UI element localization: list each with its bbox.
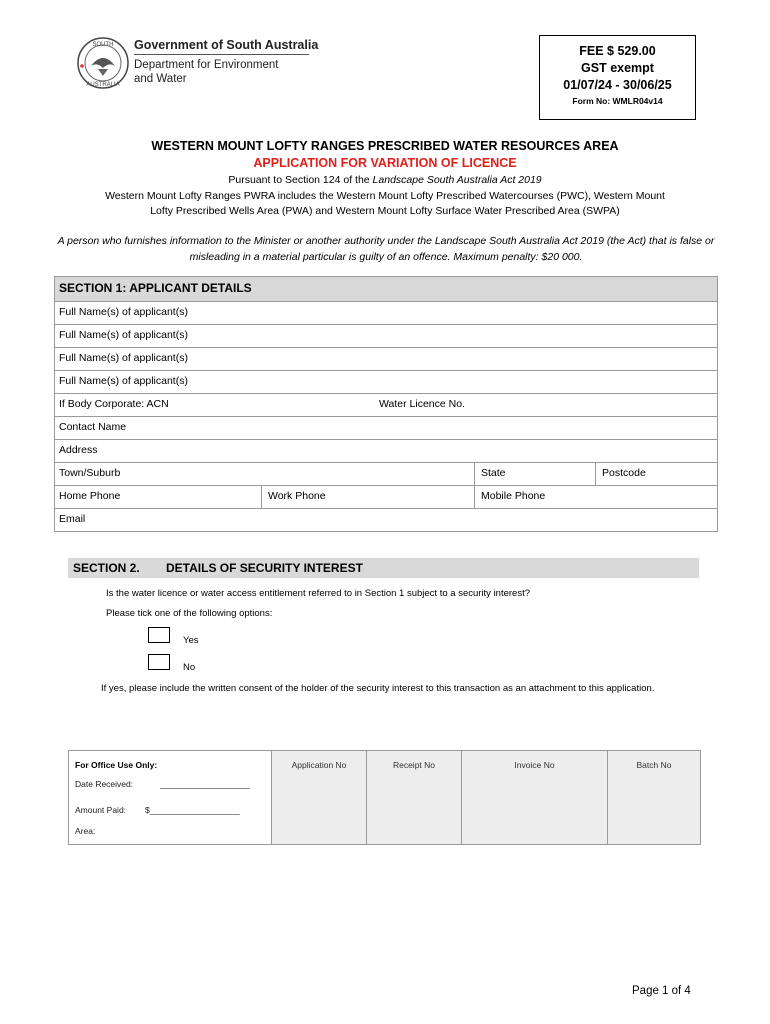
column-divider <box>474 486 475 508</box>
page-number: Page 1 of 4 <box>632 985 691 997</box>
postcode-label: Postcode <box>602 467 646 479</box>
email-label: Email <box>59 513 86 525</box>
section2-heading: DETAILS OF SECURITY INTEREST <box>166 561 363 575</box>
application-title: APPLICATION FOR VARIATION OF LICENCE <box>253 156 517 170</box>
office-use-table <box>68 750 701 845</box>
yes-checkbox[interactable] <box>148 627 170 643</box>
acn-licence-row[interactable] <box>55 394 717 417</box>
applicant-name-row-3[interactable] <box>55 348 717 371</box>
contact-name-label: Contact Name <box>59 421 127 433</box>
email-row[interactable] <box>55 509 717 531</box>
amount-paid-label: Amount Paid: <box>75 805 127 815</box>
government-seal-logo <box>76 36 130 90</box>
application-no-column <box>271 751 366 844</box>
invoice-no-column <box>461 751 607 844</box>
no-checkbox[interactable] <box>148 654 170 670</box>
security-interest-question: Is the water licence or water access entitlement referred to in Section 1 subject to a security interest? <box>106 588 531 599</box>
date-received-line: ___________________ <box>160 779 250 789</box>
section2-heading-bar <box>68 558 699 578</box>
column-divider <box>474 463 475 485</box>
town-state-postcode-row[interactable] <box>55 463 717 486</box>
column-divider <box>595 463 596 485</box>
address-label: Address <box>59 444 98 456</box>
state-label: State <box>481 467 506 479</box>
home-phone-label: Home Phone <box>59 490 121 502</box>
mobile-phone-label: Mobile Phone <box>481 490 546 502</box>
receipt-no-column <box>366 751 461 844</box>
office-use-heading: For Office Use Only: <box>75 760 158 770</box>
svg-text:AUSTRALIA: AUSTRALIA <box>86 82 120 88</box>
batch-no-header: Batch No <box>636 760 672 770</box>
svg-text:SOUTH: SOUTH <box>92 42 114 48</box>
area-includes <box>0 189 770 219</box>
invoice-no-header: Invoice No <box>514 760 555 770</box>
applicant-name-row-2[interactable] <box>55 325 717 348</box>
applicant-name-row-1[interactable] <box>55 302 717 325</box>
office-use-details <box>69 751 271 844</box>
contact-name-row[interactable] <box>55 417 717 440</box>
department-line-1: Department for Environment <box>134 59 279 71</box>
batch-no-column <box>607 751 700 844</box>
applicant-name-label: Full Name(s) of applicant(s) <box>59 375 188 387</box>
area-includes-line-2: Lofty Prescribed Wells Area (PWA) and Western Mount Lofty Surface Water Prescribed Area (SWPA) <box>150 205 620 217</box>
department-name <box>134 58 278 86</box>
applicant-name-label: Full Name(s) of applicant(s) <box>59 329 188 341</box>
column-divider <box>261 486 262 508</box>
act-name: Landscape South Australia Act 2019 <box>372 174 542 186</box>
applicant-name-row-4[interactable] <box>55 371 717 394</box>
section1-heading: SECTION 1: APPLICANT DETAILS <box>55 277 717 302</box>
pursuant-line <box>0 174 770 186</box>
gst-status: GST exempt <box>581 61 654 75</box>
fee-period: 01/07/24 - 30/06/25 <box>563 78 672 92</box>
work-phone-label: Work Phone <box>268 490 326 502</box>
applicant-details-table <box>54 276 718 532</box>
government-title: Government of South Australia <box>134 38 319 52</box>
fee-amount: FEE $ 529.00 <box>579 44 656 58</box>
date-received-label: Date Received: <box>75 779 134 789</box>
section2-number: SECTION 2. <box>73 561 140 575</box>
acn-label: If Body Corporate: ACN <box>59 398 169 410</box>
applicant-name-label: Full Name(s) of applicant(s) <box>59 306 188 318</box>
licence-number-label: Water Licence No. <box>379 398 465 410</box>
fee-box <box>539 35 696 120</box>
department-line-2: and Water <box>134 73 187 85</box>
town-label: Town/Suburb <box>59 467 121 479</box>
amount-paid-line: $___________________ <box>145 805 240 815</box>
phone-row[interactable] <box>55 486 717 509</box>
penalty-warning: A person who furnishes information to the Minister or another authority under the Landscape South Australia Act 2019 (the Act) that is false or misleading in a material particular is guilty of an offence. Maximum penalty: $20 000. <box>57 235 715 263</box>
header-divider <box>134 54 309 55</box>
area-label: Area: <box>75 826 96 836</box>
area-includes-line-1: Western Mount Lofty Ranges PWRA includes the Western Mount Lofty Prescribed Watercourses (PWC), Western Mount <box>105 190 665 202</box>
no-label: No <box>183 662 196 673</box>
receipt-no-header: Receipt No <box>392 760 436 770</box>
pursuant-prefix: Pursuant to Section 124 of the <box>228 174 373 186</box>
application-no-header: Application No <box>291 760 347 770</box>
form-number: Form No: WMLR04v14 <box>572 96 663 106</box>
tick-instruction: Please tick one of the following options: <box>106 608 273 619</box>
consent-instruction: If yes, please include the written consent of the holder of the security interest to this transaction as an attachment to this application. <box>101 683 655 694</box>
document-title: WESTERN MOUNT LOFTY RANGES PRESCRIBED WATER RESOURCES AREA <box>151 139 619 153</box>
address-row[interactable] <box>55 440 717 463</box>
applicant-name-label: Full Name(s) of applicant(s) <box>59 352 188 364</box>
yes-label: Yes <box>183 635 199 646</box>
